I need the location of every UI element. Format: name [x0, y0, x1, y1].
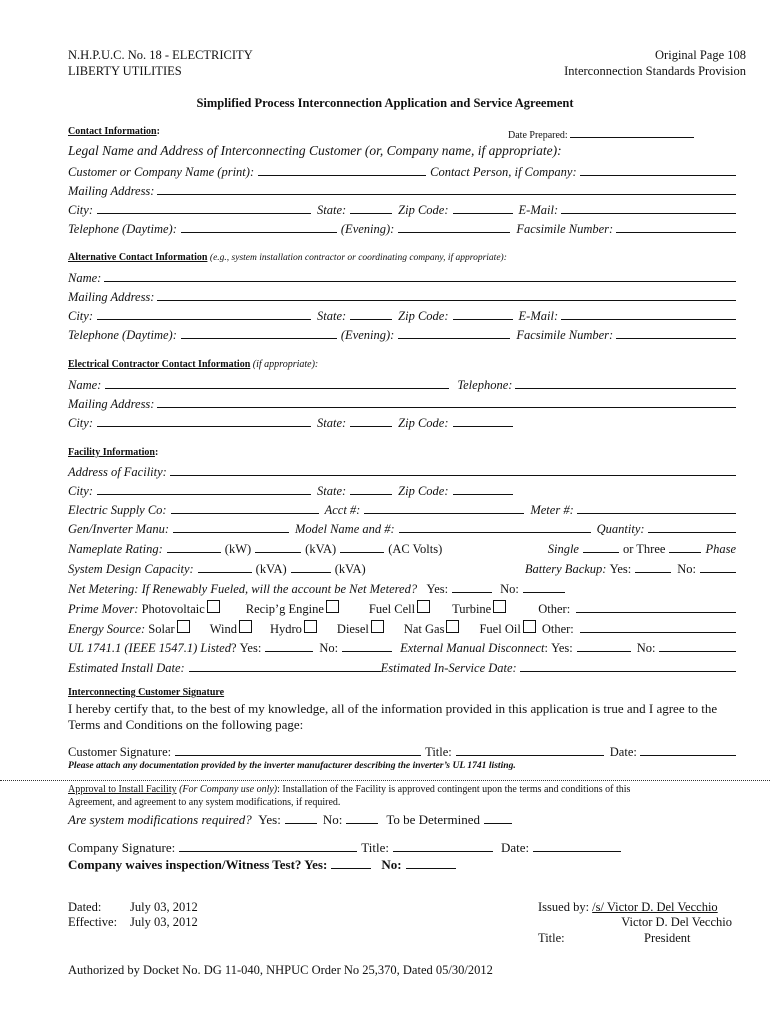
electrical-telephone-field[interactable]	[515, 377, 736, 389]
modifications-no-field[interactable]	[346, 812, 378, 824]
facility-address-row: Address of Facility:	[68, 464, 736, 480]
legal-name-label: Legal Name and Address of Interconnecting Customer (or, Company name, if appropriate):	[68, 143, 562, 158]
customer-date-field[interactable]	[640, 744, 736, 756]
city-row: City: State: Zip Code: E-Mail:	[68, 202, 736, 218]
customer-name-row: Customer or Company Name (print): Contact Person, if Company:	[68, 164, 736, 180]
alt-fax-field[interactable]	[616, 327, 736, 339]
electrical-name-field[interactable]	[105, 377, 449, 389]
design-capacity-field-1[interactable]	[198, 561, 252, 573]
certify-text-1: I hereby certify that, to the best of my knowledge, all of the information provided in this application is true and I agree to the	[68, 701, 718, 716]
meter-field[interactable]	[577, 502, 736, 514]
alt-name-row: Name:	[68, 270, 736, 286]
zip-field[interactable]	[453, 202, 513, 214]
customer-name-field[interactable]	[258, 164, 426, 176]
nameplate-kw-field[interactable]	[167, 541, 221, 553]
three-phase-field[interactable]	[669, 541, 701, 553]
city-field[interactable]	[97, 202, 311, 214]
waives-row: Company waives inspection/Witness Test? Yes: No:	[68, 857, 736, 873]
acct-field[interactable]	[364, 502, 524, 514]
alt-contact-heading: Alternative Contact Information (e.g., system installation contractor or coordinating company, if appropriate):	[68, 252, 507, 263]
diesel-checkbox[interactable]	[371, 620, 384, 633]
company-signature-row: Company Signature: Title: Date:	[68, 840, 736, 856]
effective-value: July 03, 2012	[130, 915, 198, 929]
supply-row: Electric Supply Co: Acct #: Meter #:	[68, 502, 736, 518]
authorization-line: Authorized by Docket No. DG 11-040, NHPUC Order No 25,370, Dated 05/30/2012	[68, 963, 493, 977]
ul-no-field[interactable]	[342, 640, 392, 652]
supply-co-field[interactable]	[171, 502, 319, 514]
net-metering-no-field[interactable]	[523, 581, 565, 593]
recip-engine-checkbox[interactable]	[326, 600, 339, 613]
company-signature-field[interactable]	[179, 840, 357, 852]
telephone-evening-field[interactable]	[398, 221, 510, 233]
model-field[interactable]	[399, 521, 591, 533]
waives-no-field[interactable]	[406, 857, 456, 869]
telephone-day-field[interactable]	[181, 221, 337, 233]
customer-signature-row: Customer Signature: Title: Date:	[68, 744, 736, 760]
alt-state-field[interactable]	[350, 308, 392, 320]
electrical-state-field[interactable]	[350, 415, 392, 427]
electrical-city-field[interactable]	[97, 415, 311, 427]
facility-address-field[interactable]	[170, 464, 736, 476]
fax-field[interactable]	[616, 221, 736, 233]
disconnect-yes-field[interactable]	[577, 640, 631, 652]
photovoltaic-checkbox[interactable]	[207, 600, 220, 613]
gen-row: Gen/Inverter Manu: Model Name and #: Quantity:	[68, 521, 736, 537]
ul-row: UL 1741.1 (IEEE 1547.1) Listed ? Yes: No: External Manual Disconnect : Yes: No:	[68, 640, 736, 656]
fuel-cell-checkbox[interactable]	[417, 600, 430, 613]
fuel-oil-checkbox[interactable]	[523, 620, 536, 633]
single-phase-field[interactable]	[583, 541, 619, 553]
issuer-name: Victor D. Del Vecchio	[621, 915, 732, 929]
document-title: Simplified Process Interconnection Application and Service Agreement	[196, 96, 574, 110]
electrical-zip-field[interactable]	[453, 415, 513, 427]
wind-checkbox[interactable]	[239, 620, 252, 633]
page-number: Original Page 108	[655, 48, 746, 62]
alt-city-row: City: State: Zip Code: E-Mail:	[68, 308, 736, 324]
net-metering-yes-field[interactable]	[452, 581, 492, 593]
contact-person-field[interactable]	[580, 164, 736, 176]
company-title-field[interactable]	[393, 840, 493, 852]
date-prepared-field[interactable]	[570, 126, 694, 138]
mailing-row: Mailing Address:	[68, 183, 736, 199]
signature-heading: Interconnecting Customer Signature	[68, 687, 225, 698]
email-field[interactable]	[561, 202, 736, 214]
utility-name: LIBERTY UTILITIES	[68, 64, 182, 78]
facility-city-row: City: State: Zip Code:	[68, 483, 736, 499]
modifications-yes-field[interactable]	[285, 812, 317, 824]
alt-zip-field[interactable]	[453, 308, 513, 320]
issuer-title-label: Title:	[538, 931, 565, 945]
ul-yes-field[interactable]	[265, 640, 313, 652]
electrical-mailing-field[interactable]	[157, 396, 736, 408]
customer-title-field[interactable]	[456, 744, 604, 756]
contact-heading: Contact Information:	[68, 126, 160, 137]
gen-manu-field[interactable]	[173, 521, 289, 533]
customer-signature-field[interactable]	[175, 744, 421, 756]
solar-checkbox[interactable]	[177, 620, 190, 633]
install-date-field[interactable]	[189, 660, 381, 672]
utility-tariff-number: N.H.P.U.C. No. 18 - ELECTRICITY	[68, 48, 253, 62]
ac-volts-field[interactable]	[340, 541, 384, 553]
modifications-row: Are system modifications required? Yes: No: To be Determined	[68, 812, 736, 828]
hydro-checkbox[interactable]	[304, 620, 317, 633]
alt-city-field[interactable]	[97, 308, 311, 320]
electrical-name-row: Name: Telephone:	[68, 377, 736, 393]
approval-text-1: Approval to Install Facility (For Company use only): Installation of the Facility is approved contingent upon the terms and conditions of this	[68, 784, 631, 795]
facility-city-field[interactable]	[97, 483, 311, 495]
design-capacity-row: System Design Capacity: (kVA) (kVA) Battery Backup: Yes: No:	[68, 561, 736, 577]
design-capacity-field-2[interactable]	[291, 561, 331, 573]
company-date-field[interactable]	[533, 840, 621, 852]
date-prepared: Date Prepared:	[508, 126, 694, 141]
alt-mailing-row: Mailing Address:	[68, 289, 736, 305]
alt-email-field[interactable]	[561, 308, 736, 320]
mailing-address-field[interactable]	[157, 183, 736, 195]
install-date-row: Estimated Install Date: Estimated In-Service Date:	[68, 660, 736, 676]
prime-mover-row: Prime Mover: Photovoltaic Recip’g Engine Fuel Cell Turbine Other:	[68, 600, 736, 617]
facility-zip-field[interactable]	[453, 483, 513, 495]
battery-yes-field[interactable]	[635, 561, 671, 573]
certify-text-2: Terms and Conditions on the following page:	[68, 717, 304, 732]
approval-text-2: Agreement, and agreement to any system modifications, if required.	[68, 797, 341, 808]
issuer-title: President	[644, 931, 691, 945]
energy-source-other-field[interactable]	[580, 621, 736, 633]
nat-gas-checkbox[interactable]	[446, 620, 459, 633]
issued-by: Issued by: /s/ Victor D. Del Vecchio	[538, 900, 718, 914]
dated-value: July 03, 2012	[130, 900, 198, 914]
attach-note: Please attach any documentation provided by the inverter manufacturer describing the inverter’s UL 1741 listing.	[68, 760, 516, 771]
alt-name-field[interactable]	[104, 270, 736, 282]
dotted-divider	[0, 780, 770, 781]
turbine-checkbox[interactable]	[493, 600, 506, 613]
net-metering-row: Net Metering: If Renewably Fueled, will the account be Net Metered? Yes: No:	[68, 581, 736, 597]
battery-no-field[interactable]	[700, 561, 736, 573]
effective-label: Effective:	[68, 915, 118, 929]
facility-heading: Facility Information:	[68, 447, 159, 458]
energy-source-row: Energy Source: Solar Wind Hydro Diesel Nat Gas Fuel Oil Other:	[68, 620, 736, 637]
facility-state-field[interactable]	[350, 483, 392, 495]
electrical-heading: Electrical Contractor Contact Information (if appropriate):	[68, 359, 319, 370]
telephone-row: Telephone (Daytime): (Evening): Facsimile Number:	[68, 221, 736, 237]
nameplate-kva-field[interactable]	[255, 541, 301, 553]
disconnect-no-field[interactable]	[659, 640, 736, 652]
section-title: Interconnection Standards Provision	[564, 64, 746, 78]
dated-label: Dated:	[68, 900, 102, 914]
alt-telephone-day-field[interactable]	[181, 327, 337, 339]
modifications-tbd-field[interactable]	[484, 812, 512, 824]
in-service-date-field[interactable]	[520, 660, 736, 672]
alt-telephone-evening-field[interactable]	[398, 327, 510, 339]
waives-yes-field[interactable]	[331, 857, 371, 869]
alt-mailing-field[interactable]	[157, 289, 736, 301]
prime-mover-other-field[interactable]	[576, 601, 736, 613]
nameplate-row: Nameplate Rating: (kW) (kVA) (AC Volts) Single or Three Phase	[68, 542, 736, 556]
electrical-mailing-row: Mailing Address:	[68, 396, 736, 412]
electrical-city-row: City: State: Zip Code:	[68, 415, 736, 431]
quantity-field[interactable]	[648, 521, 736, 533]
alt-telephone-row: Telephone (Daytime): (Evening): Facsimile Number:	[68, 327, 736, 343]
state-field[interactable]	[350, 202, 392, 214]
